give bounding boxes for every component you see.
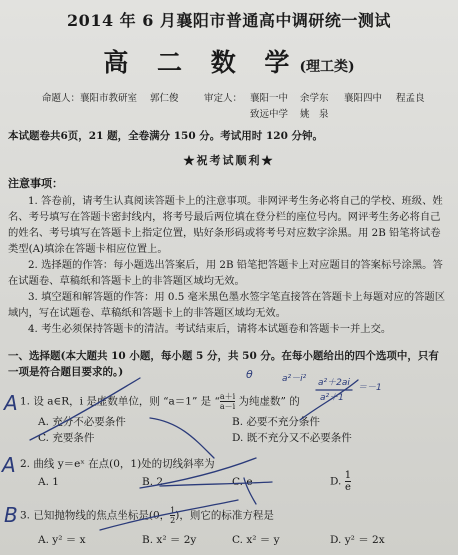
question-3-text-a: 3. 已知抛物线的焦点坐标是(0，	[20, 509, 171, 522]
question-2-option-b: B. 2	[142, 476, 164, 488]
handwritten-theta: θ	[246, 368, 253, 381]
subject-track: (理工类)	[299, 59, 355, 75]
reviewer-3-org: 致远中学	[250, 109, 289, 120]
reviewer-2-name: 程孟良	[396, 93, 425, 104]
proposer-name: 郭仁俊	[150, 93, 179, 104]
fraction-numerator: a＋i	[219, 392, 236, 401]
handwritten-underline	[160, 482, 272, 486]
handwritten-stroke-6	[100, 500, 238, 530]
handwritten-stroke-1	[30, 378, 140, 440]
fraction-denominator: a－i	[219, 402, 236, 411]
question-3-text-b: )，则它的标准方程是	[175, 509, 274, 522]
exam-info: 本试题卷共6页，21 题，全卷满分 150 分。考试用时 120 分钟。	[8, 130, 324, 142]
option-d-label: D.	[330, 475, 342, 488]
question-1-option-c: C. 充要条件	[38, 432, 95, 444]
proposer-label: 命题人：	[42, 93, 81, 104]
good-luck-banner: ★祝考试顺利★	[183, 154, 275, 167]
exam-title: 2014 年 6 月襄阳市普通高中调研统一测试	[67, 11, 391, 30]
question-2-option-c: C. e	[232, 476, 253, 488]
reviewer-label: 审定人：	[204, 93, 243, 104]
note-item-3: 3. 填空题和解答题的作答：用 0.5 毫米黑色墨水签字笔直接答在答题卡上每题对应的答题区域内，写在试题卷、草稿纸和答题卡上的非答题区域均无效。	[8, 291, 446, 319]
question-1-text-b: 为纯虚数” 的	[235, 395, 300, 408]
reviewer-1-org: 襄阳一中	[250, 93, 289, 104]
note-item-4: 4. 考生必须保持答题卡的清洁。考试结束后，请将本试题卷和答题卡一并上交。	[28, 323, 392, 335]
handwritten-stroke-2	[150, 418, 214, 458]
note-item-1: 1. 答卷前，请考生认真阅读答题卡上的注意事项。非网评考生务必将自己的学校、班级、姓名、考号填写在答题卡密封线内，将考号最后两位填在登分栏的座位号内。网评考生务必将自己的姓名、考号填写在答题卡上指定位置，贴好条形码或将考号对应数字涂黑。用 2B 铅笔将试卷类型(A)填涂在答题卡相应位置上。	[8, 195, 443, 255]
question-3-option-b: B. x² ＝ 2y	[142, 534, 197, 546]
question-3-option-d: D. y² ＝ 2x	[330, 534, 385, 546]
reviewer-3-name: 姚 泉	[300, 109, 329, 120]
handwritten-answer-1: A	[4, 391, 18, 415]
handwritten-stroke-5	[244, 478, 256, 504]
section-heading: 一、选择题(本大题共 10 小题，每小题 5 分，共 50 分。在每小题给出的四个选项中，只有一项是符合题目要求的。)	[8, 350, 439, 378]
question-1-text-a: 1. 设 a∈R，i 是虚数单位，则 “a＝1” 是 “	[20, 395, 220, 408]
question-1-option-b: B. 必要不充分条件	[232, 416, 320, 428]
option-d-denominator: e	[344, 482, 351, 493]
q3-fraction-denominator: 2	[170, 516, 176, 525]
handwritten-answer-2: A	[2, 453, 16, 477]
option-d-numerator: 1	[344, 470, 352, 481]
reviewer-1-name: 余学东	[300, 93, 329, 104]
q3-fraction-numerator: 1	[170, 506, 176, 515]
handwritten-note-right: a²＋2ai	[318, 378, 350, 388]
question-1-option-d: D. 既不充分又不必要条件	[232, 432, 352, 444]
proposer-org: 襄阳市教研室	[80, 93, 138, 104]
handwritten-note-tail: ＝－1	[358, 383, 382, 393]
question-3-option-a: A. y² ＝ x	[38, 534, 86, 546]
note-item-2: 2. 选择题的作答：每小题选出答案后，用 2B 铅笔把答题卡上对应题目的答案标号涂黑。答在试题卷、草稿纸和答题卡上的非答题区域均无效。	[8, 259, 443, 287]
handwritten-note-right-denominator: a²＋1	[320, 393, 344, 403]
handwritten-answer-3: B	[4, 503, 18, 527]
subject-name: 高 二 数 学	[103, 48, 300, 77]
question-2-stem: 2. 曲线 y＝eˣ 在点(0，1)处的切线斜率为	[20, 458, 215, 470]
notes-title: 注意事项：	[8, 177, 63, 190]
question-3-option-c: C. x² ＝ y	[232, 534, 280, 546]
question-2-option-a: A. 1	[38, 476, 59, 488]
reviewer-2-org: 襄阳四中	[344, 93, 383, 104]
handwritten-note-left: a²－i²	[282, 374, 307, 384]
question-1-option-a: A. 充分不必要条件	[38, 416, 126, 428]
